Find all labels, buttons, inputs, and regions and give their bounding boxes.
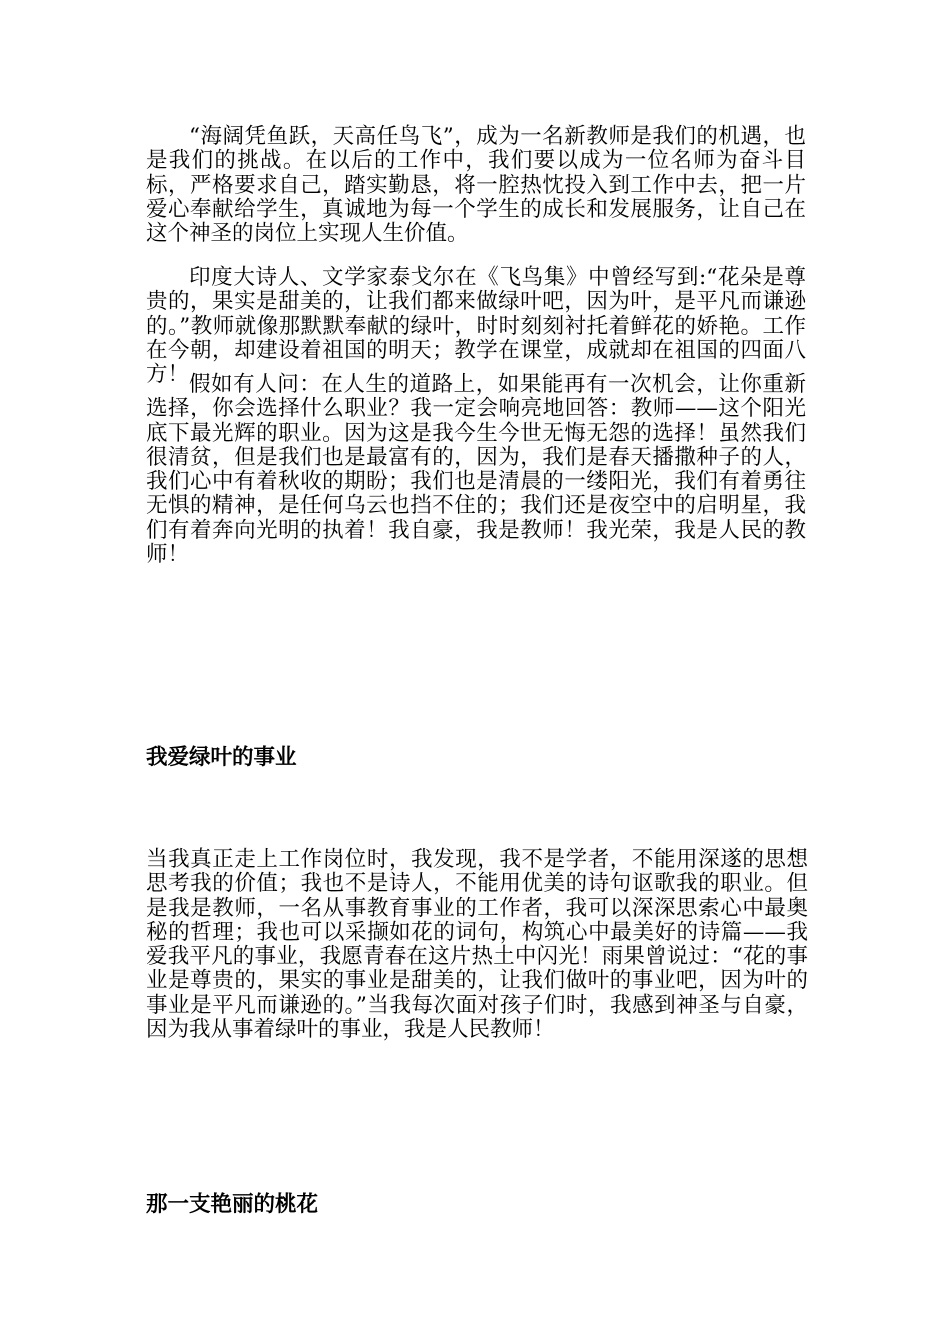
- paragraph-green-leaf-career: 当我真正走上工作岗位时，我发现，我不是学者，不能用深遂的思想思考我的价值；我也不是诗人，不能用优美的诗句讴歌我的职业。但是我是教师，一名从事教育事业的工作者，我可以深深思索心中最奥秘的哲理；我也可以采撷如花的词句，构筑心中最美好的诗篇——我爱我平凡的事业，我愿青春在这片热土中闪光！雨果曾说过：“花的事业是尊贵的，果实的事业是甜美的，让我们做叶的事业吧，因为叶的事业是平凡而谦逊的。”当我每次面对孩子们时，我感到神圣与自豪，因为我从事着绿叶的事业，我是人民教师！: [146, 847, 808, 1043]
- section-title-peach-blossom: 那一支艳丽的桃花: [146, 1192, 319, 1217]
- paragraph-career-choice: 假如有人问：在人生的道路上，如果能再有一次机会，让你重新选择，你会选择什么职业？我一定会响亮地回答：教师——这个阳光底下最光辉的职业。因为这是我今生今世无悔无怨的选择！虽然我们很清贫，但是我们也是最富有的，因为，我们是春天播撒种子的人，我们心中有着秋收的期盼；我们也是清晨的一缕阳光，我们有着勇往无惧的精神，是任何乌云也挡不住的；我们还是夜空中的启明星，我们有着奔向光明的执着！我自豪，我是教师！我光荣，我是人民的教师！: [146, 372, 806, 568]
- paragraph-tagore-quote: 印度大诗人、文学家泰戈尔在《飞鸟集》中曾经写到:“花朵是尊贵的，果实是甜美的，让我们都来做绿叶吧，因为叶，是平凡而谦逊的。”教师就像那默默奉献的绿叶，时时刻刻衬托着鲜花的娇艳。工作在今朝，却建设着祖国的明天；教学在课堂，成就却在祖国的四面八方！: [146, 265, 806, 388]
- section-title-green-leaf: 我爱绿叶的事业: [146, 745, 297, 770]
- paragraph-new-teacher: “海阔凭鱼跃，天高任鸟飞”，成为一名新教师是我们的机遇，也是我们的挑战。在以后的工作中，我们要以成为一位名师为奋斗目标，严格要求自己，踏实勤恳，将一腔热忱投入到工作中去，把一片爱心奉献给学生，真诚地为每一个学生的成长和发展服务，让自己在这个神圣的岗位上实现人生价值。: [146, 124, 806, 247]
